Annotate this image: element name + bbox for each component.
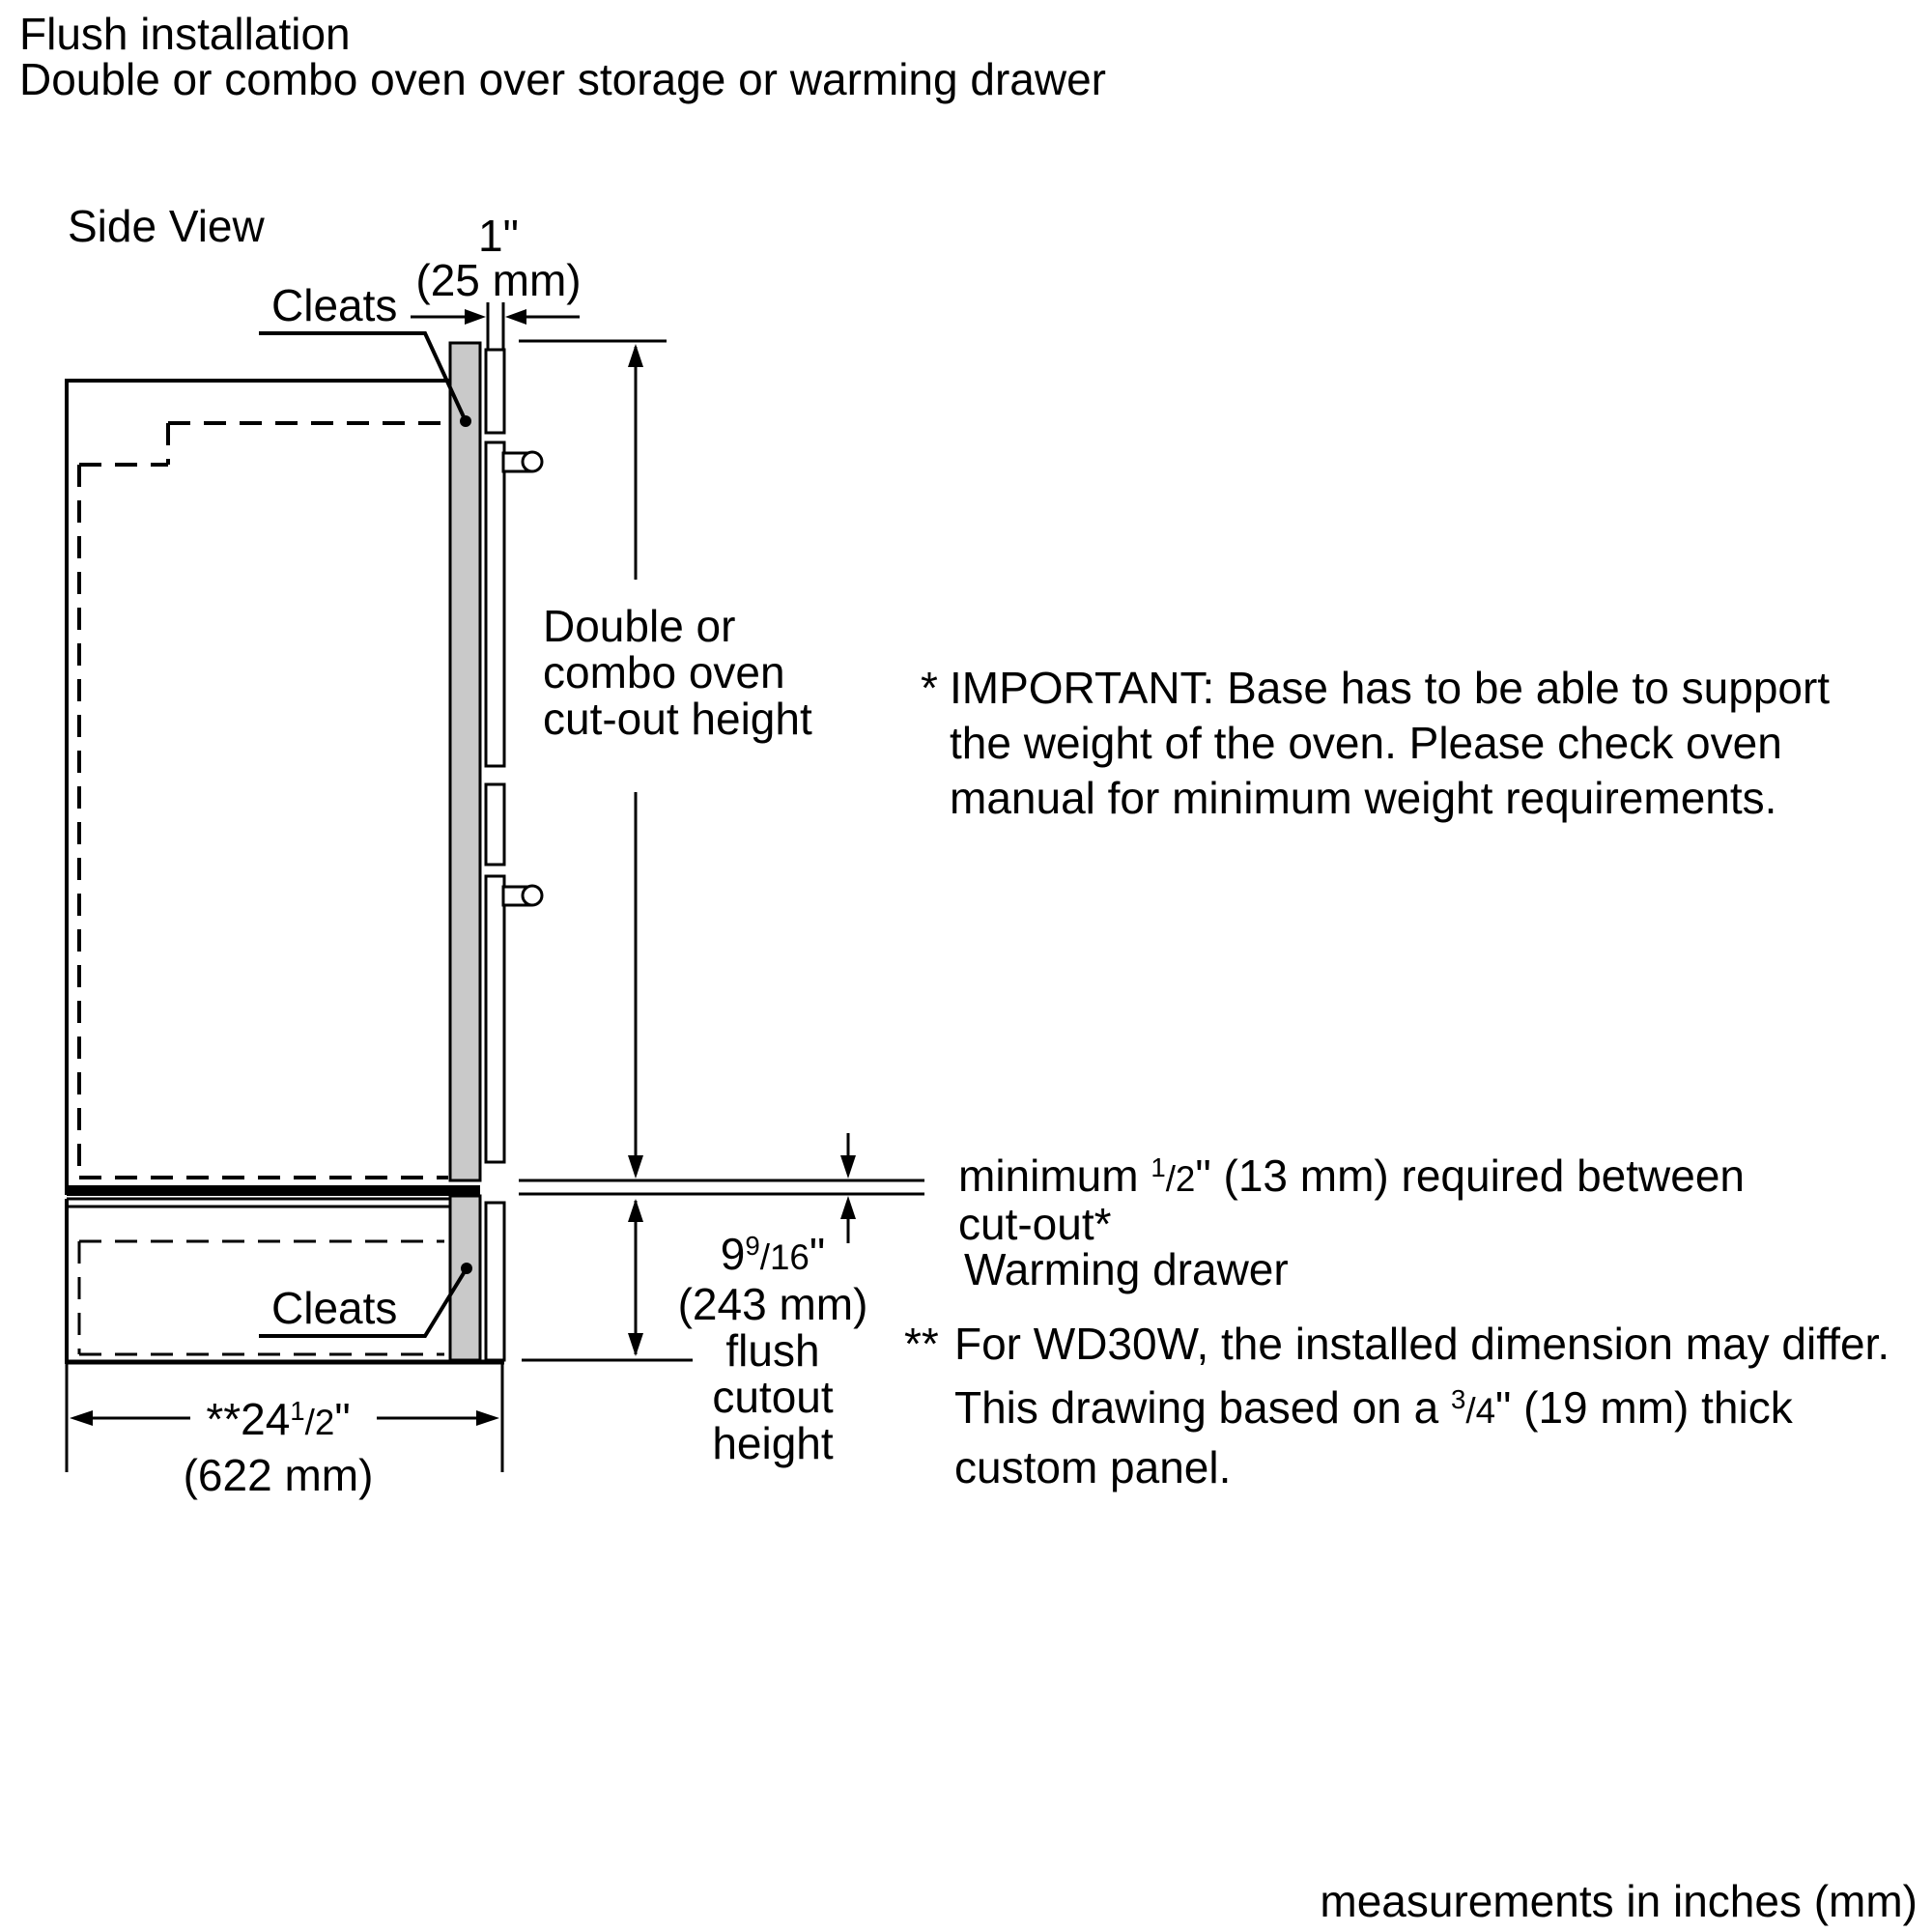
oven-door-handle-upper bbox=[503, 452, 542, 471]
warming-drawer-label: Warming drawer bbox=[964, 1244, 1289, 1294]
oven-custom-panel bbox=[450, 343, 480, 1180]
oven-cutout-line-3: cut-out height bbox=[543, 694, 812, 744]
flush-cutout-mm: (243 mm) bbox=[677, 1279, 868, 1330]
cleats-label-bottom: Cleats bbox=[271, 1283, 398, 1333]
oven-cutout-line-2: combo oven bbox=[543, 647, 785, 697]
flush-word-3: height bbox=[712, 1418, 834, 1469]
page-title bbox=[19, 9, 1106, 104]
panel-thickness-inches: 1" bbox=[478, 211, 519, 261]
important-note bbox=[950, 661, 1830, 826]
wd30w-note bbox=[954, 1316, 1889, 1495]
important-line-1: IMPORTANT: Base has to be able to support bbox=[950, 663, 1831, 713]
wd30w-line-1: For WD30W, the installed dimension may differ. bbox=[954, 1319, 1890, 1369]
title-line-1: Flush installation bbox=[19, 9, 351, 59]
important-line-3: manual for minimum weight requirements. bbox=[950, 773, 1777, 823]
min-gap-note bbox=[958, 1146, 1745, 1250]
wd30w-text-2: " (19 mm) thick bbox=[1495, 1382, 1793, 1434]
flush-frac-den: /16 bbox=[759, 1237, 810, 1278]
cabinet-width-mm: (622 mm) bbox=[183, 1450, 374, 1501]
oven-cabinet-outline bbox=[67, 381, 451, 1195]
oven-door-handle-lower bbox=[503, 886, 542, 905]
cutout-gap-rails bbox=[519, 1180, 924, 1194]
oven-cutout-line-1: Double or bbox=[543, 601, 736, 651]
cabinet-width-value bbox=[133, 1385, 423, 1449]
panel-thickness-mm: (25 mm) bbox=[415, 255, 582, 305]
flush-frac-num: 9 bbox=[745, 1231, 760, 1261]
units-footnote: measurements in inches (mm) bbox=[1320, 1876, 1918, 1926]
width-unit: " bbox=[334, 1394, 351, 1445]
width-prefix: **24 bbox=[206, 1394, 291, 1445]
min-gap-text-2: " (13 mm) required between bbox=[1195, 1151, 1745, 1202]
min-gap-line-1 bbox=[958, 1146, 1745, 1202]
wd30w-frac-num: 3 bbox=[1450, 1384, 1466, 1414]
drawer-cabinet-outline bbox=[67, 1199, 504, 1364]
oven-cutout-height-label bbox=[543, 603, 812, 742]
oven-front-flanges bbox=[486, 350, 504, 1162]
drawer-custom-panel bbox=[450, 1196, 480, 1360]
important-note-marker: * bbox=[921, 663, 938, 713]
wd30w-frac-den: /4 bbox=[1465, 1391, 1496, 1432]
drawer-front-flange bbox=[486, 1203, 504, 1360]
flush-unit: " bbox=[809, 1229, 826, 1280]
title-line-2: Double or combo oven over storage or warming drawer bbox=[19, 54, 1106, 104]
wd30w-text: This drawing based on a bbox=[954, 1382, 1451, 1434]
side-view-label: Side View bbox=[68, 201, 265, 251]
min-gap-frac-num: 1 bbox=[1151, 1152, 1166, 1182]
width-frac-den: /2 bbox=[304, 1403, 335, 1443]
flush-cutout-height-label bbox=[618, 1223, 927, 1469]
min-gap-text: minimum bbox=[958, 1151, 1151, 1202]
cabinet-width-label bbox=[133, 1385, 423, 1501]
flush-word-1: flush bbox=[725, 1325, 820, 1377]
wd30w-line-2 bbox=[954, 1372, 1889, 1439]
important-line-2: the weight of the oven. Please check oven bbox=[950, 718, 1782, 768]
width-frac-num: 1 bbox=[290, 1396, 305, 1426]
cutout-separator-bar bbox=[67, 1185, 480, 1196]
oven-body-dashed-outline bbox=[79, 423, 448, 1178]
cleats-label-top: Cleats bbox=[271, 280, 398, 330]
flush-cutout-value bbox=[618, 1223, 927, 1281]
min-gap-frac-den: /2 bbox=[1165, 1159, 1196, 1200]
min-gap-line-2: cut-out* bbox=[958, 1199, 1112, 1250]
flush-whole: 9 bbox=[720, 1229, 746, 1280]
wd30w-note-marker: ** bbox=[904, 1319, 939, 1369]
flush-word-2: cutout bbox=[712, 1372, 834, 1423]
wd30w-line-3: custom panel. bbox=[954, 1442, 1232, 1493]
